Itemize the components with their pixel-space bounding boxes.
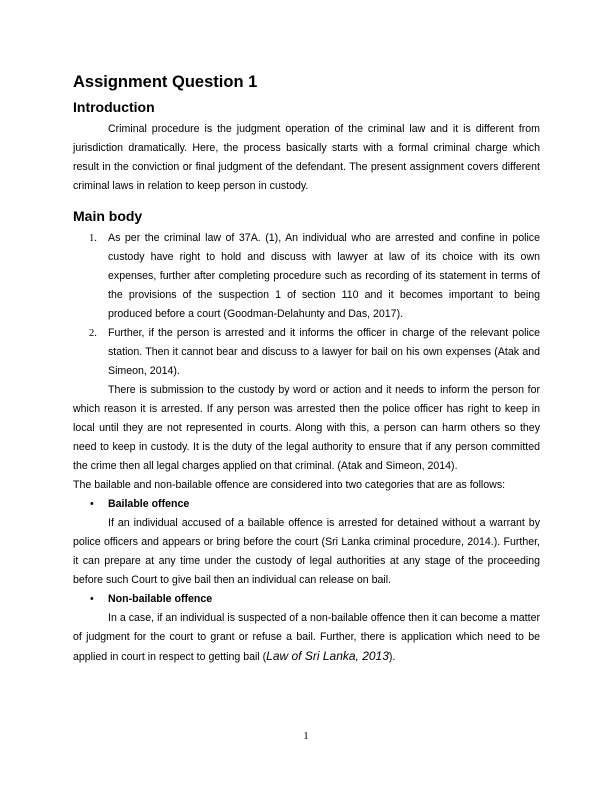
nonbailable-text-end: ).: [388, 651, 396, 663]
list-item-number: 2.: [89, 328, 97, 339]
list-item: [73, 324, 540, 381]
document-body: [73, 72, 540, 667]
nonbailable-citation: Law of Sri Lanka, 2013: [266, 649, 389, 663]
bullet-icon: •: [90, 593, 94, 605]
intro-heading: Introduction: [73, 99, 155, 115]
list-item-number: 1.: [89, 233, 97, 244]
main-body-heading: Main body: [73, 208, 143, 224]
bailable-paragraph: If an individual accused of a bailable offence is arrested for detained without a warrant by police officers and appears or bring before the court (Sri Lanka criminal procedure, 2014.). Further, it can prepare at any time under the custody of legal authorities at any stage of the proceeding before such Court to give bail then an individual can release on bail.: [73, 517, 540, 586]
document-title: Assignment Question 1: [73, 73, 258, 91]
categories-line: The bailable and non-bailable offence are considered into two categories that are as follows:: [73, 479, 506, 491]
nonbailable-paragraph: [73, 609, 540, 667]
nonbailable-heading-row: [73, 590, 540, 609]
list-item-text: As per the criminal law of 37A. (1), An individual who are arrested and confine in police custody have right to hold and discuss with lawyer at law of its choice with its own expenses, further after completing procedure such as recording of its statement in terms of the provisions of the suspection 1 of section 110 and it becomes important to being produced before a court (Goodman-Delahunty and Das, 2017).: [108, 232, 540, 320]
intro-paragraph: Criminal procedure is the judgment operation of the criminal law and it is different from jurisdiction dramatically. Here, the process basically starts with a formal criminal charge which result in the conviction or final judgment of the defendant. The present assignment covers different criminal laws in relation to keep person in custody.: [73, 123, 540, 192]
page-number: 1: [303, 730, 309, 742]
bullet-icon: •: [90, 498, 94, 510]
nonbailable-heading: Non-bailable offence: [108, 593, 213, 605]
numbered-list: [73, 229, 540, 381]
nonbailable-text: In a case, if an individual is suspected of a non-bailable offence then it can become a matter of judgment for the court to grant or refuse a bail. Further, there is application which need to be applied in court in respect to getting bail (: [73, 612, 540, 663]
list-item: [73, 229, 540, 324]
custody-paragraph: There is submission to the custody by word or action and it needs to inform the person for which reason it is arrested. If any person was arrested then the police officer has right to keep in local until they are not represented in courts. Along with this, a person can harm others so they need to keep in custody. It is the duty of the legal authority to ensure that if any person committed the crime then all legal charges applied on that criminal. (Atak and Simeon, 2014).: [73, 384, 540, 472]
bailable-heading: Bailable offence: [108, 498, 190, 510]
list-item-text: Further, if the person is arrested and it informs the officer in charge of the relevant police station. Then it cannot bear and discuss to a lawyer for bail on his own expenses (Atak and Simeon, 2014).: [108, 327, 540, 377]
bailable-heading-row: [73, 495, 540, 514]
